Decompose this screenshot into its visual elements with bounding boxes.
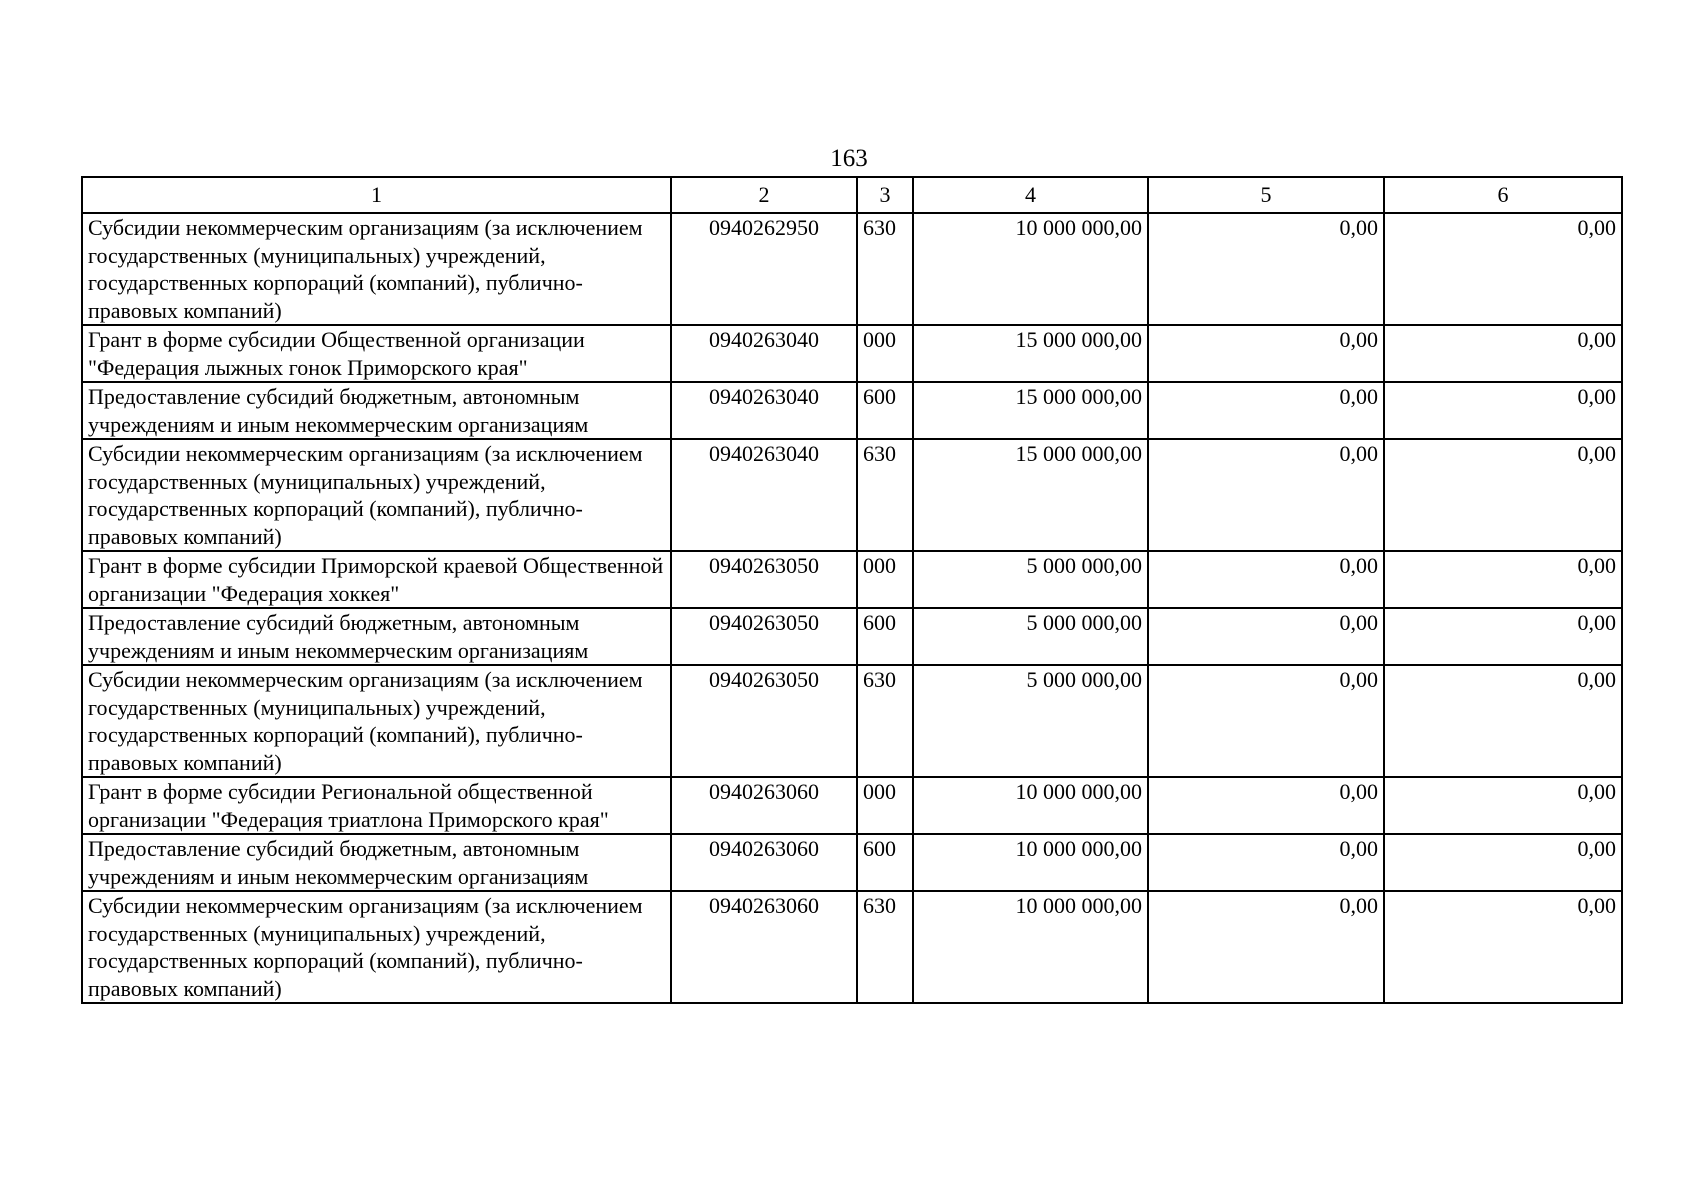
column-header-4: 4 — [913, 177, 1148, 213]
row-amount-4: 5 000 000,00 — [913, 665, 1148, 777]
row-name: Грант в форме субсидии Приморской краевой Общественной организации "Федерация хоккея" — [82, 551, 671, 608]
row-name: Предоставление субсидий бюджетным, автономным учреждениям и иным некоммерческим организациям — [82, 382, 671, 439]
row-target-code: 0940263060 — [671, 777, 857, 834]
row-expense-type: 630 — [857, 891, 913, 1003]
table-row — [82, 891, 1622, 1003]
row-expense-type: 600 — [857, 382, 913, 439]
row-amount-4: 5 000 000,00 — [913, 551, 1148, 608]
row-amount-6: 0,00 — [1384, 213, 1622, 325]
row-amount-4: 10 000 000,00 — [913, 891, 1148, 1003]
row-expense-type: 600 — [857, 834, 913, 891]
table-row — [82, 665, 1622, 777]
row-target-code: 0940263050 — [671, 551, 857, 608]
table-row — [82, 777, 1622, 834]
row-amount-5: 0,00 — [1148, 834, 1384, 891]
row-name: Грант в форме субсидии Общественной организации "Федерация лыжных гонок Приморского края" — [82, 325, 671, 382]
row-amount-6: 0,00 — [1384, 439, 1622, 551]
row-name: Грант в форме субсидии Региональной общественной организации "Федерация триатлона Приморского края" — [82, 777, 671, 834]
column-header-5: 5 — [1148, 177, 1384, 213]
row-amount-6: 0,00 — [1384, 834, 1622, 891]
header-row — [82, 177, 1622, 213]
row-amount-6: 0,00 — [1384, 665, 1622, 777]
row-target-code: 0940263050 — [671, 665, 857, 777]
row-name: Субсидии некоммерческим организациям (за исключением государственных (муниципальных) учреждений, государственных корпораций (компаний), публично-правовых компаний) — [82, 891, 671, 1003]
row-amount-5: 0,00 — [1148, 382, 1384, 439]
row-amount-5: 0,00 — [1148, 551, 1384, 608]
row-name: Предоставление субсидий бюджетным, автономным учреждениям и иным некоммерческим организациям — [82, 834, 671, 891]
table-row — [82, 382, 1622, 439]
row-expense-type: 630 — [857, 665, 913, 777]
row-expense-type: 000 — [857, 551, 913, 608]
row-amount-4: 15 000 000,00 — [913, 325, 1148, 382]
row-name: Субсидии некоммерческим организациям (за исключением государственных (муниципальных) учреждений, государственных корпораций (компаний), публично-правовых компаний) — [82, 213, 671, 325]
row-amount-5: 0,00 — [1148, 213, 1384, 325]
page-number: 163 — [830, 145, 868, 172]
row-target-code: 0940263050 — [671, 608, 857, 665]
table-row — [82, 213, 1622, 325]
row-amount-6: 0,00 — [1384, 551, 1622, 608]
row-amount-4: 10 000 000,00 — [913, 834, 1148, 891]
row-amount-4: 15 000 000,00 — [913, 382, 1148, 439]
row-name: Предоставление субсидий бюджетным, автономным учреждениям и иным некоммерческим организациям — [82, 608, 671, 665]
table-row — [82, 325, 1622, 382]
row-target-code: 0940262950 — [671, 213, 857, 325]
row-target-code: 0940263060 — [671, 891, 857, 1003]
row-expense-type: 630 — [857, 439, 913, 551]
row-target-code: 0940263040 — [671, 325, 857, 382]
row-amount-6: 0,00 — [1384, 777, 1622, 834]
row-amount-4: 5 000 000,00 — [913, 608, 1148, 665]
row-amount-5: 0,00 — [1148, 665, 1384, 777]
budget-table — [81, 176, 1623, 1004]
column-header-3: 3 — [857, 177, 913, 213]
table-row — [82, 439, 1622, 551]
table-row — [82, 551, 1622, 608]
row-name: Субсидии некоммерческим организациям (за исключением государственных (муниципальных) учреждений, государственных корпораций (компаний), публично-правовых компаний) — [82, 439, 671, 551]
row-amount-5: 0,00 — [1148, 777, 1384, 834]
row-amount-6: 0,00 — [1384, 325, 1622, 382]
row-expense-type: 000 — [857, 777, 913, 834]
row-amount-6: 0,00 — [1384, 382, 1622, 439]
row-target-code: 0940263040 — [671, 439, 857, 551]
row-amount-5: 0,00 — [1148, 439, 1384, 551]
row-expense-type: 630 — [857, 213, 913, 325]
row-amount-4: 10 000 000,00 — [913, 777, 1148, 834]
row-expense-type: 000 — [857, 325, 913, 382]
row-amount-6: 0,00 — [1384, 608, 1622, 665]
column-header-6: 6 — [1384, 177, 1622, 213]
column-header-1: 1 — [82, 177, 671, 213]
table-row — [82, 608, 1622, 665]
column-header-2: 2 — [671, 177, 857, 213]
row-amount-4: 10 000 000,00 — [913, 213, 1148, 325]
table-row — [82, 834, 1622, 891]
row-amount-6: 0,00 — [1384, 891, 1622, 1003]
row-amount-4: 15 000 000,00 — [913, 439, 1148, 551]
row-target-code: 0940263040 — [671, 382, 857, 439]
row-target-code: 0940263060 — [671, 834, 857, 891]
row-amount-5: 0,00 — [1148, 891, 1384, 1003]
row-amount-5: 0,00 — [1148, 608, 1384, 665]
row-amount-5: 0,00 — [1148, 325, 1384, 382]
row-name: Субсидии некоммерческим организациям (за исключением государственных (муниципальных) учреждений, государственных корпораций (компаний), публично-правовых компаний) — [82, 665, 671, 777]
row-expense-type: 600 — [857, 608, 913, 665]
